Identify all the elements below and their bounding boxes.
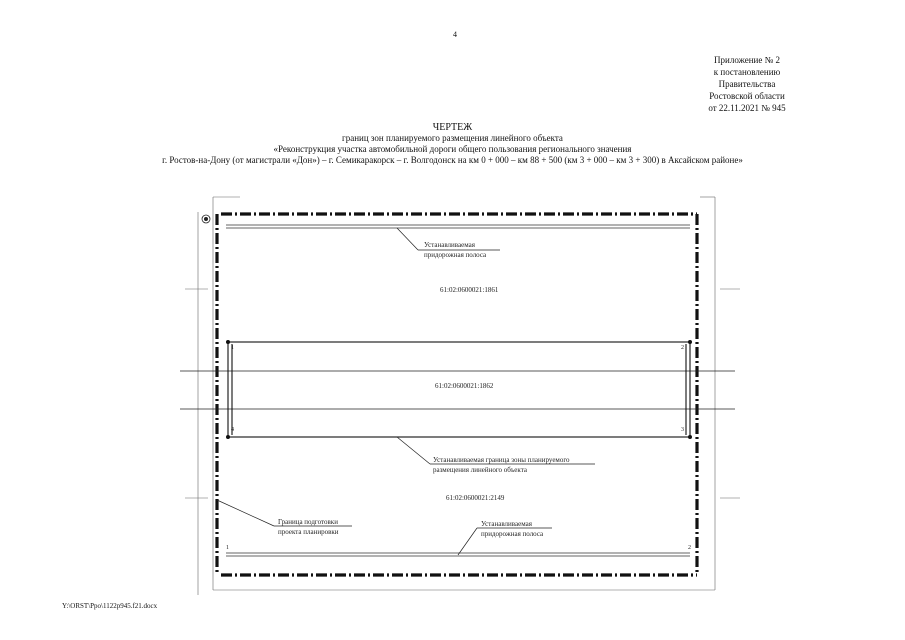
label-line: придорожная полоса (481, 530, 544, 538)
point-label: 1 (226, 545, 229, 551)
road-lines (180, 371, 735, 409)
project-boundary-label (278, 517, 339, 537)
label-line: Устанавливаемая граница зоны планируемого (433, 456, 570, 464)
title-heading: ЧЕРТЕЖ (432, 122, 473, 133)
title-subheading: границ зон планируемого размещения линейного объекта (342, 133, 563, 143)
label-line: проекта планировки (278, 528, 339, 536)
label-line: Граница подготовки (278, 518, 338, 526)
point-label: 3 (681, 427, 684, 433)
appendix-line: к постановлению (713, 67, 781, 77)
label-line: Устанавливаемая (424, 241, 475, 249)
title-object-line: «Реконструкция участка автомобильной дороги общего пользования регионального значения (273, 144, 632, 154)
appendix-line: Приложение № 2 (714, 55, 780, 65)
file-path-footer: Y:\ORST\Ppo\1122p945.f21.docx (62, 602, 158, 610)
appendix-line: от 22.11.2021 № 945 (708, 103, 786, 113)
point-label: 1 (231, 345, 234, 351)
roadside-strip-label (481, 519, 543, 539)
label-line: придорожная полоса (424, 251, 487, 259)
label-line: размещения линейного объекта (433, 466, 527, 474)
north-marker-icon (202, 215, 210, 223)
roadside-strips (226, 225, 690, 556)
title-object-line: г. Ростов-на-Дону (от магистрали «Дон») – г. Семикаракорск – г. Волгодонск на км 0 + 000 – км 88 + 500 (км 3 + 000 – км 3 + 300) в Аксайском районе» (162, 155, 743, 165)
roadside-strip-label (424, 240, 486, 260)
appendix-line: Правительства (718, 79, 776, 89)
point-label: 2 (681, 345, 684, 351)
cadastral-number: 61:02:0600021:1862 (435, 382, 494, 390)
label-line: Устанавливаемая (481, 520, 532, 528)
zone-boundary-label (433, 455, 570, 475)
appendix-line: Ростовской области (709, 91, 785, 101)
point-label: 4 (231, 427, 234, 433)
label-leaders (217, 228, 595, 555)
cadastral-number: 61:02:0600021:2149 (446, 494, 505, 502)
cadastral-number: 61:02:0600021:1861 (440, 286, 499, 294)
point-label: 2 (688, 545, 691, 551)
page-number: 4 (453, 30, 457, 39)
